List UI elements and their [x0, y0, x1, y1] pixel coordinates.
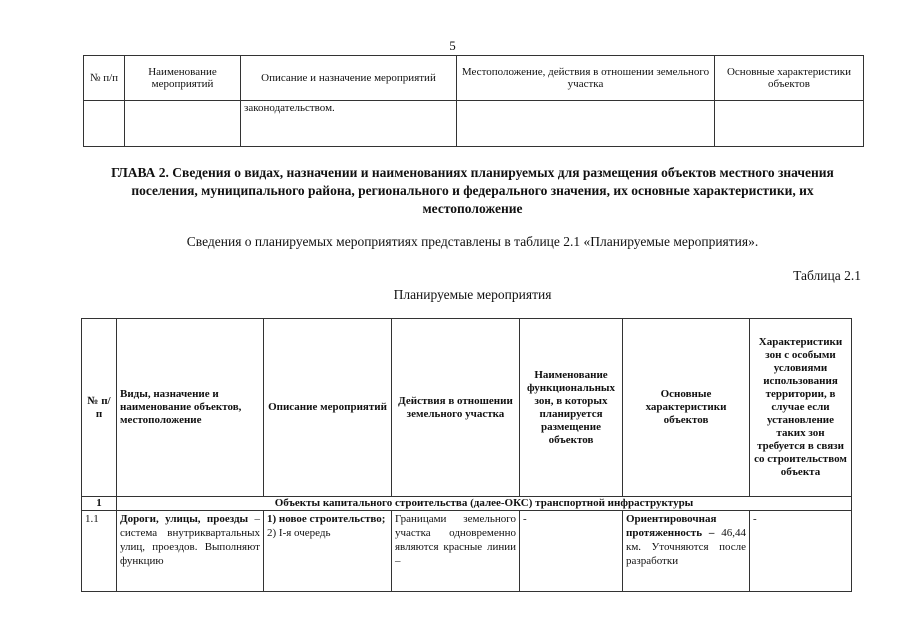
cell-location	[457, 101, 715, 147]
section-title: Объекты капитального строительства (далее-ОКС) транспортной инфраструктуры	[117, 497, 852, 511]
measure-type: 1) новое строительство;	[267, 513, 386, 525]
row-number: 1.1	[82, 511, 117, 592]
characteristics-value: 46,44 км. Уточняются после разработки	[626, 527, 747, 567]
chapter-title: ГЛАВА 2. Сведения о видах, назначении и наименованиях планируемых для размещения объектов местного значения поселения, муниципального района, регионального и федерального значения, их основные характеристики, их местоположение	[111, 165, 834, 216]
cell-characteristics	[715, 101, 864, 147]
page-number: 5	[449, 38, 456, 53]
characteristics-label: Ориентировочная протяженность –	[626, 513, 717, 539]
header-description: Описание и назначение мероприятий	[241, 56, 457, 101]
object-name: Дороги, улицы, проезды	[120, 513, 249, 525]
cell-description: законодательством.	[241, 101, 457, 147]
measure-stage: 2) I-я очередь	[267, 527, 331, 539]
table-row	[84, 101, 864, 147]
section-row	[82, 497, 852, 511]
cell-measure-name	[125, 101, 241, 147]
planned-measures-table	[81, 318, 852, 592]
object-description: – система внутриквартальных улиц, проездов. Выполняют функцию	[120, 513, 260, 567]
cell-object	[117, 511, 264, 592]
table-number: Таблица 2.1	[793, 268, 861, 283]
header-number: № п/п	[82, 319, 117, 497]
cell-special-zones: -	[750, 511, 852, 592]
cell-characteristics	[623, 511, 750, 592]
continued-table-header	[84, 56, 864, 101]
section-number: 1	[82, 497, 117, 511]
header-functional-zones: Наименование функциональных зон, в которых планируется размещение объектов	[520, 319, 623, 497]
cell-zones: -	[520, 511, 623, 592]
intro-paragraph: Сведения о планируемых мероприятиях представлены в таблице 2.1 «Планируемые мероприятия».	[186, 234, 759, 249]
continued-table	[83, 55, 864, 147]
header-land-actions: Действия в отношении земельного участка	[392, 319, 520, 497]
cell-measures	[264, 511, 392, 592]
cell-actions: Границами земельного участка одновременно являются красные линии –	[392, 511, 520, 592]
main-table-header	[82, 319, 852, 497]
header-characteristics: Основные характеристики объектов	[715, 56, 864, 101]
cell-number	[84, 101, 125, 147]
header-special-zones: Характеристики зон с особыми условиями использования территории, в случае если установление таких зон требуется в связи со строительством объекта	[750, 319, 852, 497]
header-location: Местоположение, действия в отношении земельного участка	[457, 56, 715, 101]
header-object-characteristics: Основные характеристики объектов	[623, 319, 750, 497]
table-row	[82, 511, 852, 592]
header-measure-description: Описание мероприятий	[264, 319, 392, 497]
header-object-types: Виды, назначение и наименование объектов, местоположение	[117, 319, 264, 497]
header-number: № п/п	[84, 56, 125, 101]
header-measure-name: Наименование мероприятий	[125, 56, 241, 101]
table-title: Планируемые мероприятия	[393, 287, 552, 302]
